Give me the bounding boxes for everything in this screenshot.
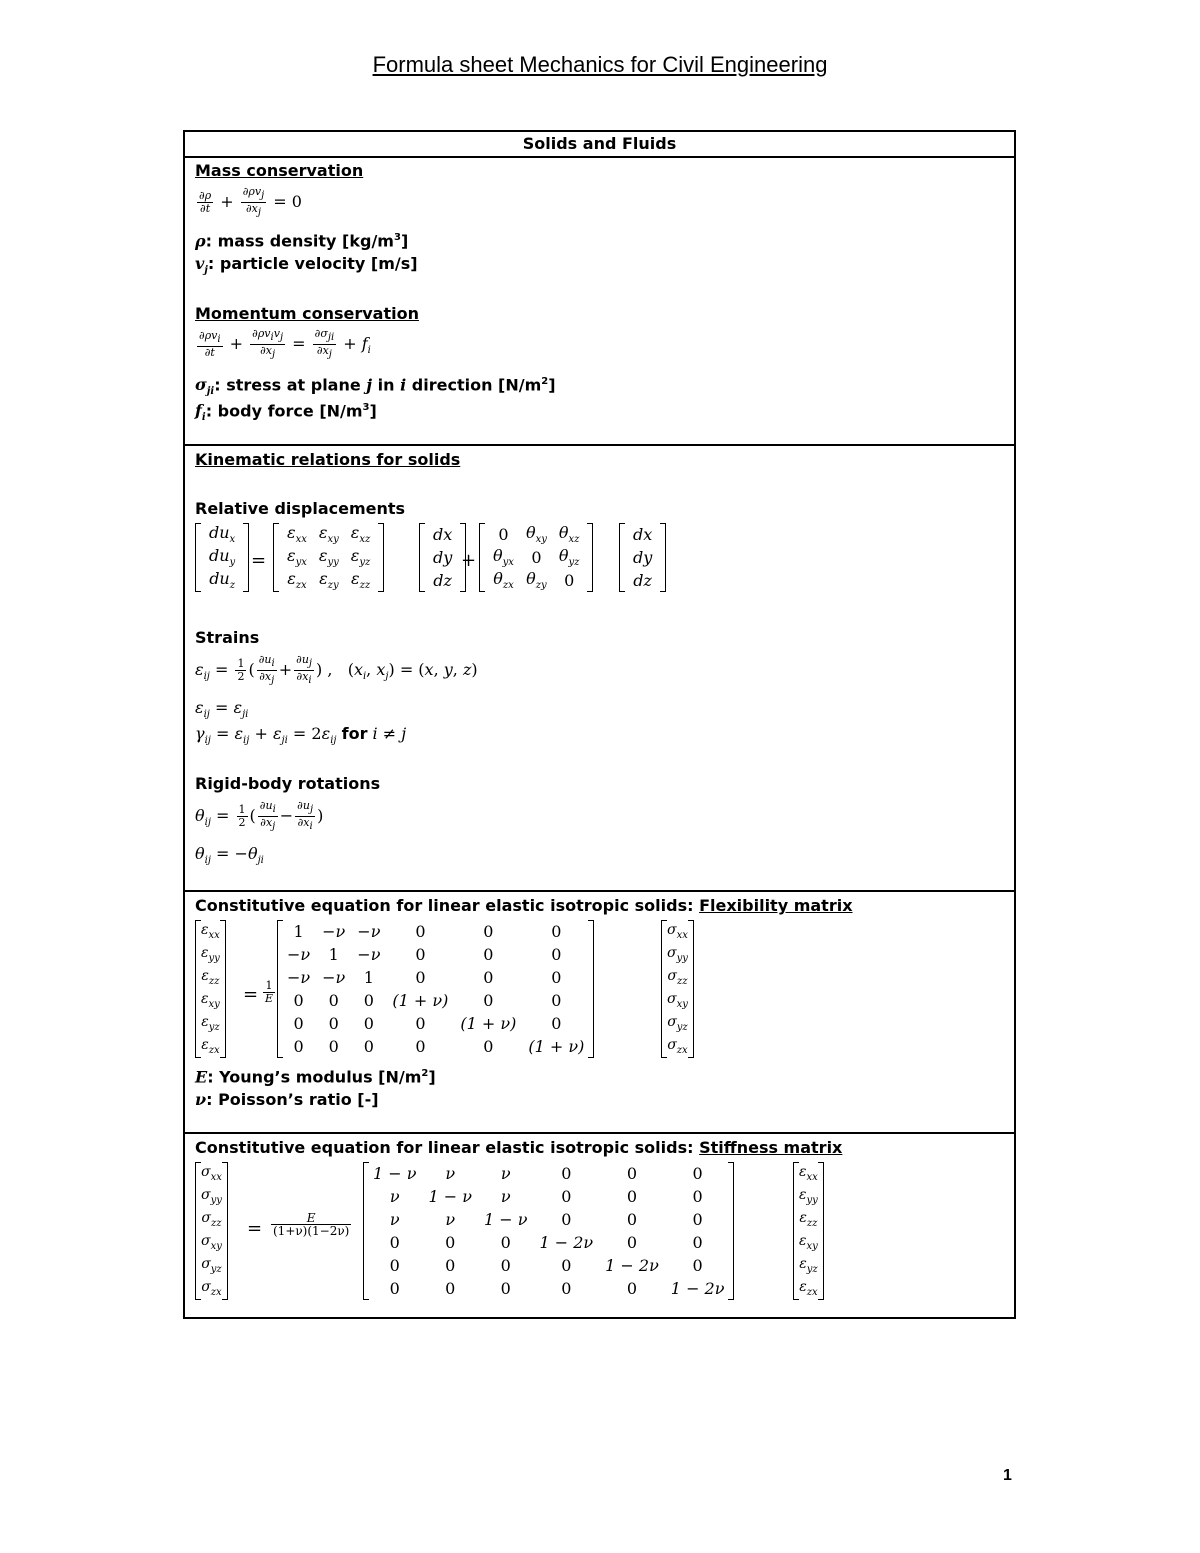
section-stiffness: Constitutive equation for linear elastic isotropic solids: Stiffness matrix $\sigma_{xx}$ $\sigma_{yy}$ $\sigma_{zz}$ $\sigma_{xy}$ $\sigma_{yz}$ $\sigma_{zx}$ = $\frac{E}{(1+\nu)(1-2\nu)}$ 1 − ν ν ν 0 0 0 ν 1 − ν ν 0 0 0 ν ν 1 − ν 0 0 0 0 0 0 1 − 2ν 0 0 0 0 0 0 1 − 2ν 0 0 0 0 0 0 1 − 2ν $\varepsilon_{xx}$ $\varepsilon_{yy}$ $\varepsilon_{zz}$ $\varepsilon_{xy}$ $\varepsilon_{yz}$ $\varepsilon_{zx}$ <box>195 1138 843 1298</box>
page-title: Formula sheet Mechanics for Civil Engineering <box>372 52 828 77</box>
formula-table <box>183 130 1016 1319</box>
relative-displacements-label: Relative displacements <box>195 499 406 518</box>
stiff-strain-vector: $\varepsilon_{xx}$ $\varepsilon_{yy}$ $\varepsilon_{zz}$ $\varepsilon_{xy}$ $\varepsilon_{yz}$ $\varepsilon_{zx}$ <box>793 1162 824 1300</box>
strains-label: Strains <box>195 628 260 647</box>
poisson-ratio-definition: ν: Poisson’s ratio [-] <box>195 1090 379 1109</box>
dx-vector-2: dx dy dz <box>619 523 666 592</box>
section-kinematics: Kinematic relations for solids Relative displacements $du_x$ $du_y$ $du_z$ = $\varepsilon_{xx}$ $\varepsilon_{xy}$ $\varepsilon_{xz}$ $\varepsilon_{yx}$ $\varepsilon_{yy}$ $\varepsilon_{yz}$ $\varepsilon_{zx}$ $\varepsilon_{zy}$ $\varepsilon_{zz}$ dx dy dz + 0 $\theta_{xy}$ $\theta_{xz}$ $\theta_{yx}$ 0 $\theta_{yz}$ $\theta_{zx}$ $\theta_{zy}$ 0 dx dy dz Strains $\varepsilon_{ij}$ = $\frac{1}{2}$ ( $\frac{\partial u_i}{\partial x_j}$ + $\frac{\partial u_j}{\partial x_i}$ ) , ($x_i$, $x_j) = (x$, y, z) $\varepsilon_{ij} = \varepsilon_{ji}$ $\gamma_{ij} = \varepsilon_{ij} + \varepsilon_{ji} = 2\varepsilon_{ij}$ for i ≠ j Rigid-body rotations $\theta_{ij}$ = $\frac{1}{2}$ ( $\frac{\partial u_i}{\partial x_j}$ − $\frac{\partial u_j}{\partial x_i}$ ) $\theta_{ij} = -\theta_{ji}$ <box>185 446 1014 892</box>
page-number: 1 <box>1003 1467 1012 1484</box>
flex-strain-vector: $\varepsilon_{xx}$ $\varepsilon_{yy}$ $\varepsilon_{zz}$ $\varepsilon_{xy}$ $\varepsilon_{yz}$ $\varepsilon_{zx}$ <box>195 920 226 1058</box>
youngs-modulus-definition: E: Young’s modulus $[N/m^2]$ <box>195 1067 436 1087</box>
rotation-matrix: 0 $\theta_{xy}$ $\theta_{xz}$ $\theta_{yx}$ 0 $\theta_{yz}$ $\theta_{zx}$ $\theta_{zy}$ 0 <box>479 523 593 592</box>
du-vector: $du_x$ $du_y$ $du_z$ <box>195 523 249 592</box>
stress-definition: $\sigma_{ji}$: stress at plane j in i direction $[N/m^2]$ <box>195 375 556 398</box>
rigid-body-rotations-label: Rigid-body rotations <box>195 774 381 793</box>
strain-matrix: $\varepsilon_{xx}$ $\varepsilon_{xy}$ $\varepsilon_{xz}$ $\varepsilon_{yx}$ $\varepsilon_{yy}$ $\varepsilon_{yz}$ $\varepsilon_{zx}$ $\varepsilon_{zy}$ $\varepsilon_{zz}$ <box>273 523 384 592</box>
strain-definition: $\varepsilon_{ij}$ = $\frac{1}{2}$ ( $\frac{\partial u_i}{\partial x_j}$ + $\frac{\partial u_j}{\partial x_i}$ ) , ($x_i$, $x_j) = (x$, y, z) <box>195 652 478 687</box>
section-conservation <box>185 158 1014 446</box>
momentum-conservation-equation: $\frac{\partial\rho v_i}{\partial t}$ + $\frac{\partial\rho v_iv_j}{\partial x_j}$ = $\frac{\partial\sigma_{ji}}{\partial x_j}$ + $f_i$ <box>199 327 371 361</box>
flexibility-heading: Constitutive equation for linear elastic isotropic solids: Flexibility matrix <box>195 896 853 915</box>
flexibility-matrix: 1 −ν −ν 0 0 0 −ν 1 −ν 0 0 0 −ν −ν 1 0 0 0 0 0 0 (1 + ν) 0 0 0 0 0 0 (1 + ν) 0 0 0 0 0 0 (1 + ν) <box>277 920 594 1058</box>
stiff-stress-vector: $\sigma_{xx}$ $\sigma_{yy}$ $\sigma_{zz}$ $\sigma_{xy}$ $\sigma_{yz}$ $\sigma_{zx}$ <box>195 1162 228 1300</box>
rho-definition: ρ: mass density $[kg/m^3]$ <box>195 231 409 251</box>
flex-stress-vector: $\sigma_{xx}$ $\sigma_{yy}$ $\sigma_{zz}$ $\sigma_{xy}$ $\sigma_{yz}$ $\sigma_{zx}$ <box>661 920 694 1058</box>
rotation-antisymmetry: $\theta_{ij} = -\theta_{ji}$ <box>195 844 264 867</box>
mass-conservation-equation: $\frac{\partial\rho}{\partial t}$ + $\frac{\partial\rho v_j}{\partial x_j}$ = 0 <box>199 185 302 219</box>
dx-vector: dx dy dz <box>419 523 466 592</box>
stiffness-matrix: 1 − ν ν ν 0 0 0 ν 1 − ν ν 0 0 0 ν ν 1 − ν 0 0 0 0 0 0 1 − 2ν 0 0 0 0 0 0 1 − 2ν 0 0 0 0 0 0 1 − 2ν <box>363 1162 734 1300</box>
body-force-definition: $f_i$: body force $[N/m^3]$ <box>195 401 377 424</box>
kinematics-heading: Kinematic relations for solids <box>195 450 461 469</box>
rotation-definition: $\theta_{ij}$ = $\frac{1}{2}$ ( $\frac{\partial u_i}{\partial x_j}$ − $\frac{\partial u_j}{\partial x_i}$ ) <box>195 798 324 833</box>
momentum-conservation-heading: Momentum conservation <box>195 304 419 323</box>
shear-strain: $\gamma_{ij} = \varepsilon_{ij} + \varepsilon_{ji} = 2\varepsilon_{ij}$ for i ≠ j <box>195 724 407 747</box>
section-flexibility: Constitutive equation for linear elastic isotropic solids: Flexibility matrix $\varepsilon_{xx}$ $\varepsilon_{yy}$ $\varepsilon_{zz}$ $\varepsilon_{xy}$ $\varepsilon_{yz}$ $\varepsilon_{zx}$ = $\frac{1}{E}$ 1 −ν −ν 0 0 0 −ν 1 −ν 0 0 0 −ν −ν 1 0 0 0 0 0 0 (1 + ν) 0 0 0 0 0 0 (1 + ν) 0 0 0 0 0 0 (1 + ν) $\sigma_{xx}$ $\sigma_{yy}$ $\sigma_{zz}$ $\sigma_{xy}$ $\sigma_{yz}$ $\sigma_{zx}$ E: Young’s modulus $[N/m^2]$ ν: Poisson’s ratio [-] <box>185 892 1014 1134</box>
strain-symmetry: $\varepsilon_{ij} = \varepsilon_{ji}$ <box>195 698 249 721</box>
mass-conservation-heading: Mass conservation <box>195 161 364 180</box>
velocity-definition: $v_j$: particle velocity [m/s] <box>195 254 418 277</box>
table-header-label: Solids and Fluids <box>522 134 677 153</box>
table-header <box>185 132 1014 158</box>
stiffness-heading: Constitutive equation for linear elastic isotropic solids: Stiffness matrix <box>195 1138 843 1157</box>
